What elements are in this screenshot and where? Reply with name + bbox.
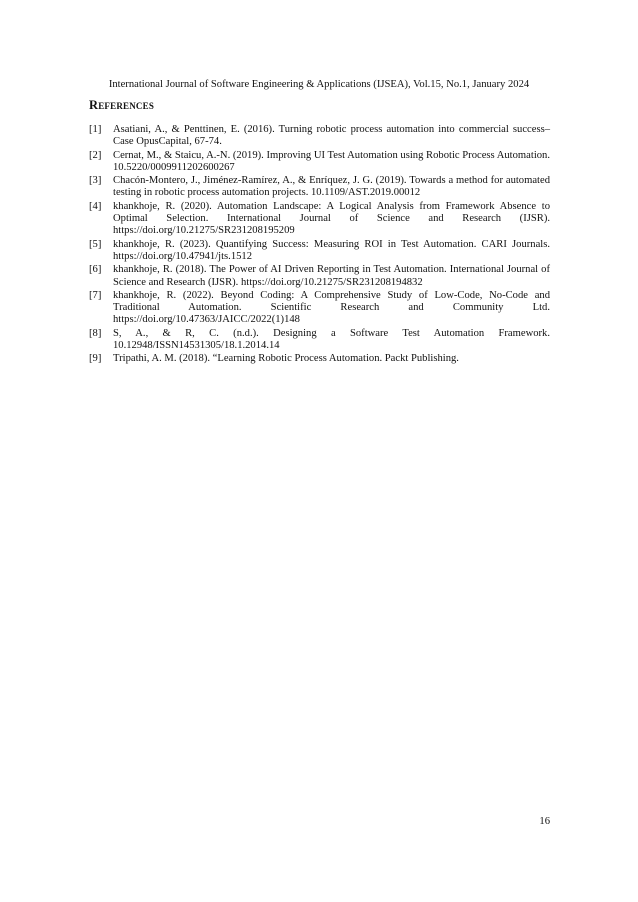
- reference-list: [89, 124, 550, 367]
- running-header: International Journal of Software Engineering & Applications (IJSEA), Vol.15, No.1, January 2024: [108, 79, 530, 90]
- reference-text: S, A., & R, C. (n.d.). Designing a Software Test Automation Framework. 10.12948/ISSN14531305/18.1.2014.14: [113, 327, 550, 352]
- reference-text: Chacón-Montero, J., Jiménez-Ramírez, A., & Enríquez, J. G. (2019). Towards a method for automated testing in robotic process automation projects. 10.1109/AST.2019.00012: [113, 175, 550, 199]
- reference-item-1: [89, 124, 550, 149]
- reference-number: [4]: [89, 200, 102, 212]
- reference-item-3: [89, 175, 550, 200]
- reference-number: [2]: [89, 149, 102, 161]
- reference-text: khankhoje, R. (2020). Automation Landscape: A Logical Analysis from Framework Absence to Optimal Selection. International Journal of Science and Research (IJSR). https://doi.org/10.21275/SR231208195209: [113, 200, 550, 237]
- reference-text: khankhoje, R. (2018). The Power of AI Driven Reporting in Test Automation. International Journal of Science and Research (IJSR). https://doi.org/10.21275/SR231208194832: [113, 264, 550, 288]
- reference-item-4: [89, 201, 550, 238]
- reference-number: [8]: [89, 327, 102, 339]
- reference-item-5: [89, 239, 550, 264]
- reference-number: [3]: [89, 175, 102, 187]
- reference-number: [6]: [89, 264, 102, 276]
- reference-number: [9]: [89, 353, 102, 365]
- page-number: 16: [539, 816, 550, 827]
- reference-text: Tripathi, A. M. (2018). “Learning Robotic Process Automation. Packt Publishing.: [113, 353, 459, 365]
- reference-item-9: [89, 353, 550, 365]
- reference-number: [7]: [89, 289, 102, 301]
- reference-item-8: [89, 328, 550, 353]
- reference-text: Asatiani, A., & Penttinen, E. (2016). Turning robotic process automation into commercial success– Case OpusCapital, 67-74.: [113, 124, 550, 148]
- reference-item-2: [89, 150, 550, 175]
- reference-item-7: [89, 290, 550, 327]
- reference-text: khankhoje, R. (2022). Beyond Coding: A Comprehensive Study of Low-Code, No-Code and Traditional Automation. Scientific Research and Community Ltd. https://doi.org/10.47363/JAICC/2022(1)148: [113, 289, 550, 326]
- references-heading: References: [89, 98, 155, 112]
- reference-item-6: [89, 264, 550, 289]
- reference-number: [5]: [89, 238, 102, 250]
- reference-text: Cernat, M., & Staicu, A.-N. (2019). Improving UI Test Automation using Robotic Process Automation. 10.5220/0009911202600267: [113, 149, 550, 173]
- reference-number: [1]: [89, 124, 102, 135]
- reference-text: khankhoje, R. (2023). Quantifying Success: Measuring ROI in Test Automation. CARI Journals. https://doi.org/10.47941/jts.1512: [113, 238, 550, 262]
